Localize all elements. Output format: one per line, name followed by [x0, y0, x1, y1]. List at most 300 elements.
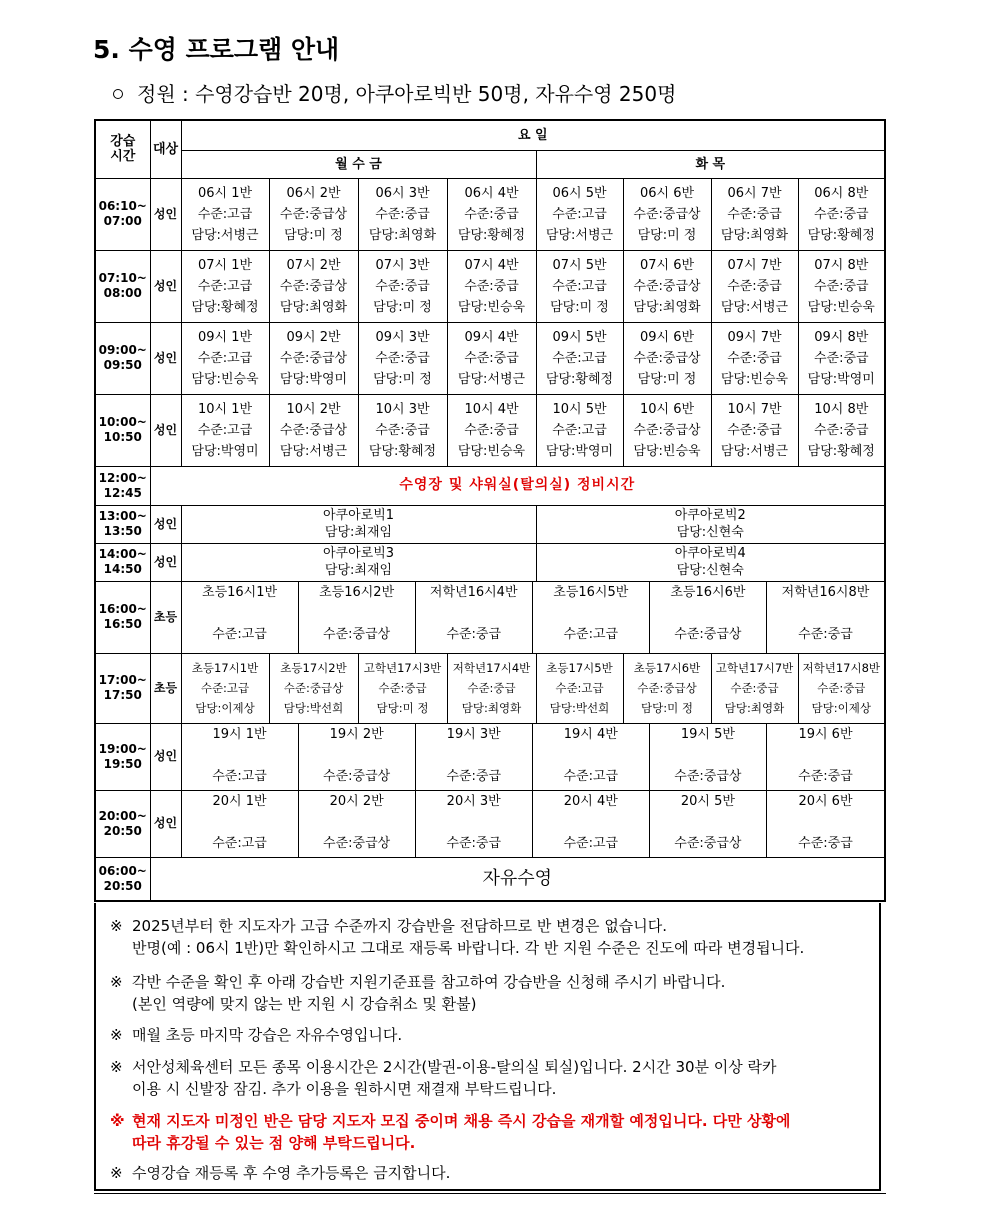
cell-line: 20시 2반 — [329, 793, 384, 809]
class-cell — [711, 250, 798, 322]
cell-line: 수준:중급 — [727, 206, 782, 222]
cell-line: 고학년17시3반 — [363, 661, 442, 675]
cell-line: 수준:중급 — [727, 350, 782, 366]
target-header: 대상 — [150, 120, 181, 178]
six-cell-grid — [182, 582, 885, 653]
class-cell — [767, 724, 884, 791]
cell-line: 담당:황혜정 — [191, 299, 259, 315]
class-cell — [181, 322, 269, 394]
cell-line: 담당:서병근 — [545, 227, 614, 243]
class-cell — [623, 250, 711, 322]
kids-17-row — [95, 653, 885, 723]
cell-line: 담당:황혜정 — [368, 443, 437, 459]
cell-line: 06:00~ — [98, 863, 147, 878]
target-cell: 성인 — [150, 543, 181, 581]
cell-line: 06시 1반 — [197, 185, 253, 201]
circle-bullet-icon — [113, 89, 123, 99]
aquarobic-cell — [536, 505, 885, 543]
class-cell — [181, 178, 269, 250]
cell-line: 20:50 — [103, 823, 142, 838]
cell-line: 06시 3반 — [375, 185, 430, 201]
time-cell — [95, 790, 150, 857]
cell-line: 아쿠아로빅4 — [674, 546, 746, 561]
class-cell — [533, 724, 650, 791]
class-cell — [711, 394, 798, 466]
cell-line: 06시 6반 — [639, 185, 695, 201]
cell-line: 12:45 — [103, 485, 142, 500]
class-cell — [181, 394, 269, 466]
cell-line: 담당:최영화 — [279, 299, 348, 315]
free-swim-row — [95, 857, 885, 901]
class-cell — [416, 724, 533, 791]
class-cell — [711, 653, 798, 723]
cell-line: 수준:고급 — [552, 350, 607, 366]
cell-line: 수준:고급 — [212, 626, 267, 642]
cell-line: 10시 6반 — [639, 401, 695, 417]
cell-line: 수준:중급 — [467, 681, 516, 695]
six-cell-container — [181, 581, 885, 653]
cell-line: 07시 3반 — [375, 257, 430, 273]
cell-line: 10시 7반 — [727, 401, 782, 417]
six-cell-grid — [182, 724, 885, 790]
cell-line: 07시 8반 — [814, 257, 869, 273]
cell-line: 수준:고급 — [197, 278, 253, 294]
cell-line: 19시 1반 — [212, 726, 267, 742]
time-cell — [95, 505, 150, 543]
cell-line: 담당:박선희 — [283, 701, 344, 715]
cell-line: 수준:중급 — [727, 422, 782, 438]
cell-line: 07시 4반 — [464, 257, 519, 273]
cell-line: 10시 5반 — [552, 401, 607, 417]
cell-line: 수준:중급 — [813, 422, 869, 438]
mon-wed-fri-header: 월 수 금 — [181, 150, 536, 178]
cell-line: 06시 4반 — [464, 185, 519, 201]
cell-line: 08:00 — [103, 286, 142, 300]
time-cell — [95, 857, 150, 901]
class-cell — [798, 250, 885, 322]
note-3: ※ 매월 초등 마지막 강습은 자유수영입니다. — [110, 1026, 403, 1044]
cell-line: 09시 3반 — [375, 329, 430, 345]
cell-line: 담당:최재임 — [324, 563, 393, 578]
target-cell: 성인 — [150, 790, 181, 857]
capacity-line — [113, 78, 676, 107]
cell-line: 수준:중급 — [730, 681, 779, 695]
cell-line: 담당:미 정 — [376, 701, 429, 715]
cell-line: 수준:중급 — [375, 422, 430, 438]
class-cell — [182, 582, 299, 654]
note-6: ※ 수영강습 재등록 후 수영 추가등록은 금지합니다. — [110, 1164, 451, 1182]
cell-line: 담당:미 정 — [641, 701, 693, 715]
class-cell — [182, 724, 299, 791]
cell-line: 09:00~ — [98, 343, 147, 357]
note-4: ※ 서안성체육센터 모든 종목 이용시간은 2시간(발권-이용-탈의실 퇴실)입니다. 2시간 30분 이상 락카 이용 시 신발장 잠김. 추가 이용을 원하시면 재결재 부탁드립니다. — [110, 1058, 777, 1098]
cell-line: 10시 3반 — [375, 401, 430, 417]
class-cell — [358, 322, 447, 394]
cell-line: 수준:중급 — [464, 350, 519, 366]
cell-line: 수준:고급 — [552, 422, 607, 438]
cell-line: 수준:중급 — [375, 206, 430, 222]
cell-line: 수준:중급상 — [323, 835, 391, 851]
cell-line: 수준:중급상 — [323, 626, 391, 642]
cell-line: 담당:황혜정 — [807, 227, 875, 243]
cell-line: 수준:중급상 — [633, 350, 701, 366]
cell-line: 06시 2반 — [286, 185, 341, 201]
cell-line: 20시 3반 — [446, 793, 501, 809]
class-cell — [299, 791, 416, 858]
six-cell-container — [181, 790, 885, 857]
cell-line: 07시 7반 — [727, 257, 782, 273]
cell-line: 담당:박영미 — [545, 443, 614, 459]
class-cell — [447, 653, 536, 723]
cell-line: 아쿠아로빅3 — [322, 546, 395, 561]
cell-line: 저학년16시8반 — [781, 584, 870, 600]
cell-line: 수준:중급 — [446, 835, 502, 851]
six-cell-grid — [182, 791, 885, 857]
cell-line: 담당:미 정 — [550, 299, 609, 315]
cell-line: 수준:고급 — [563, 626, 619, 642]
cell-line: 초등17시5반 — [546, 661, 613, 675]
time-cell — [95, 723, 150, 790]
class-cell — [269, 322, 358, 394]
aquarobic-cell — [181, 543, 536, 581]
cell-line: 수준:중급 — [813, 278, 869, 294]
cell-line: 담당:미 정 — [284, 227, 343, 243]
cell-line: 담당:미 정 — [373, 299, 432, 315]
cell-line: 수준:중급상 — [279, 422, 348, 438]
note-1: ※ 2025년부터 한 지도자가 고급 수준까지 강습반을 전담하므로 반 변경은 없습니다. 반명(예 : 06시 1반)만 확인하시고 그대로 재등록 바랍니다. 각 반 지원 수준은 진도에 따라 변경됩니다. — [110, 917, 805, 957]
cell-line: 수준:중급 — [813, 350, 869, 366]
cell-line: 초등16시6반 — [670, 584, 746, 600]
aquarobic-row — [95, 505, 885, 543]
cell-line: 16:50 — [103, 617, 142, 631]
cell-line: 담당:박선희 — [549, 701, 610, 715]
tue-thu-header: 화 목 — [536, 150, 885, 178]
maintenance-row — [95, 466, 885, 505]
cell-line: 수준:중급상 — [633, 422, 701, 438]
class-cell — [269, 178, 358, 250]
cell-line: 14:50 — [103, 562, 142, 576]
cell-line: 담당:서병근 — [720, 443, 789, 459]
kids-16-row — [95, 581, 885, 653]
cell-line: 수준:중급 — [727, 278, 782, 294]
class-cell — [181, 250, 269, 322]
free-swim-cell: 자유수영 — [150, 857, 885, 901]
cell-line: 담당:미 정 — [637, 227, 697, 243]
cell-line: 14:00~ — [98, 547, 147, 561]
cell-line: 초등17시6반 — [633, 661, 701, 675]
class-cell — [358, 394, 447, 466]
cell-line: 12:00~ — [98, 470, 147, 485]
cell-line: 수준:중급상 — [279, 350, 348, 366]
cell-line: 초등17시2반 — [280, 661, 347, 675]
cell-line: 수준:고급 — [200, 681, 250, 695]
class-cell — [416, 791, 533, 858]
cell-line: 담당:이제상 — [811, 701, 871, 715]
target-cell: 성인 — [150, 322, 181, 394]
cell-line: 수준:중급 — [446, 768, 502, 784]
schedule-table — [94, 119, 886, 902]
target-cell: 성인 — [150, 505, 181, 543]
cell-line: 수준:중급상 — [633, 206, 701, 222]
class-cell — [767, 791, 884, 858]
cell-line: 담당:박영미 — [279, 371, 348, 387]
cell-line: 담당:신현숙 — [676, 563, 744, 578]
cell-line: 수준:중급 — [813, 206, 869, 222]
cell-line: 아쿠아로빅2 — [674, 508, 746, 523]
cell-line: 수준:중급상 — [674, 835, 742, 851]
cell-line: 수준:고급 — [212, 835, 267, 851]
class-cell — [650, 724, 767, 791]
cell-line: 담당:빈승욱 — [457, 299, 526, 315]
class-cell — [798, 178, 885, 250]
cell-line: 수준:고급 — [563, 835, 619, 851]
time-cell — [95, 466, 150, 505]
cell-line: 20시 6반 — [798, 793, 853, 809]
cell-line: 수준:중급상 — [674, 768, 742, 784]
cell-line: 17:00~ — [98, 673, 147, 687]
note-5-warning: ※ 현재 지도자 미정인 반은 담당 지도자 모집 중이며 채용 즉시 강습을 재개할 예정입니다. 다만 상황에 따라 휴강될 수 있는 점 양해 부탁드립니다. — [110, 1112, 791, 1152]
cell-line: 수준:중급상 — [323, 768, 391, 784]
cell-line: 담당:빈승욱 — [457, 443, 526, 459]
target-cell: 성인 — [150, 394, 181, 466]
cell-line: 담당:박영미 — [807, 371, 875, 387]
class-cell — [299, 582, 416, 654]
target-cell: 초등 — [150, 581, 181, 653]
cell-line: 10시 4반 — [464, 401, 519, 417]
cell-line: 10시 8반 — [814, 401, 869, 417]
cell-line: 담당:신현숙 — [676, 525, 744, 540]
class-cell — [798, 653, 885, 723]
target-cell: 성인 — [150, 178, 181, 250]
class-cell — [533, 791, 650, 858]
cell-line: 10시 2반 — [286, 401, 341, 417]
cell-line: 10:50 — [103, 430, 142, 444]
cell-line: 초등17시1반 — [191, 661, 259, 675]
cell-line: 20:00~ — [98, 808, 147, 823]
class-cell — [358, 653, 447, 723]
cell-line: 19:00~ — [98, 741, 147, 756]
cell-line: 담당:빈승욱 — [191, 371, 259, 387]
cell-line: 수준:중급 — [817, 681, 866, 695]
six-cell-container — [181, 723, 885, 790]
cell-line: 07:00 — [103, 214, 142, 228]
cell-line: 저학년16시4반 — [429, 584, 518, 600]
class-cell — [299, 724, 416, 791]
cell-line: 수준:고급 — [197, 206, 253, 222]
cell-line: 06:10~ — [98, 199, 147, 213]
header-row — [95, 120, 885, 150]
cell-line: 17:50 — [103, 688, 142, 702]
cell-line: 20시 5반 — [680, 793, 735, 809]
cell-line: 담당:이제상 — [195, 701, 255, 715]
class-row — [95, 250, 885, 322]
cell-line: 13:50 — [103, 524, 142, 538]
cell-line: 아쿠아로빅1 — [322, 508, 395, 523]
cell-line: 수준:중급 — [464, 278, 519, 294]
cell-line: 07:10~ — [98, 271, 147, 285]
cell-line: 담당:최영화 — [368, 227, 437, 243]
cell-line: 09시 5반 — [552, 329, 607, 345]
class-cell — [447, 178, 536, 250]
cell-line: 19시 6반 — [798, 726, 853, 742]
aquarobic-row — [95, 543, 885, 581]
cell-line: 초등16시5반 — [553, 584, 629, 600]
class-cell — [798, 394, 885, 466]
class-cell — [447, 322, 536, 394]
class-cell — [536, 322, 623, 394]
cell-line: 수준:중급상 — [279, 206, 348, 222]
class-cell — [358, 250, 447, 322]
cell-line: 담당:서병근 — [457, 371, 526, 387]
class-cell — [536, 178, 623, 250]
cell-line: 담당:최재임 — [324, 525, 393, 540]
cell-line: 19시 4반 — [563, 726, 618, 742]
class-cell — [711, 178, 798, 250]
class-cell — [650, 582, 767, 654]
cell-line: 07시 1반 — [197, 257, 253, 273]
time-cell — [95, 543, 150, 581]
cell-line: 09시 8반 — [814, 329, 869, 345]
cell-line: 20시 4반 — [563, 793, 618, 809]
class-cell — [269, 653, 358, 723]
time-cell — [95, 653, 150, 723]
class-row-evening — [95, 790, 885, 857]
cell-line: 수준:고급 — [552, 278, 607, 294]
cell-line: 수준:중급 — [378, 681, 427, 695]
cell-line: 10시 1반 — [197, 401, 253, 417]
cell-line: 수준:중급상 — [637, 681, 697, 695]
cell-line: 담당:미 정 — [637, 371, 697, 387]
cell-line: 수준:고급 — [212, 768, 267, 784]
cell-line: 수준:중급 — [464, 206, 519, 222]
subheader-row — [95, 150, 885, 178]
cell-line: 수준:고급 — [555, 681, 604, 695]
cell-line: 담당:서병근 — [191, 227, 259, 243]
cell-line: 수준:중급상 — [674, 626, 742, 642]
target-cell: 성인 — [150, 723, 181, 790]
cell-line: 초등16시1반 — [202, 584, 278, 600]
cell-line: 담당:최영화 — [724, 701, 785, 715]
maintenance-notice: 수영장 및 샤워실(탈의실) 정비시간 — [150, 466, 885, 505]
capacity-text: 정원 : 수영강습반 20명, 아쿠아로빅반 50명, 자유수영 250명 — [137, 82, 677, 106]
class-cell — [767, 582, 884, 654]
cell-line: 담당:서병근 — [720, 299, 789, 315]
cell-line: 담당:황혜정 — [807, 443, 875, 459]
cell-line: 담당:빈승욱 — [807, 299, 875, 315]
cell-line: 20시 1반 — [212, 793, 267, 809]
cell-line: 16:00~ — [98, 602, 147, 616]
cell-line: 담당:빈승욱 — [633, 443, 701, 459]
cell-line: 고학년17시7반 — [715, 661, 794, 675]
cell-line: 수준:중급 — [446, 626, 502, 642]
cell-line: 저학년17시8반 — [802, 661, 881, 675]
class-cell — [536, 653, 623, 723]
aquarobic-cell — [181, 505, 536, 543]
cell-line: 수준:중급상 — [283, 681, 344, 695]
aquarobic-cell — [536, 543, 885, 581]
target-cell: 초등 — [150, 653, 181, 723]
note-2: ※ 각반 수준을 확인 후 아래 강습반 지원기준표를 참고하여 강습반을 신청해 주시기 바랍니다. (본인 역량에 맞지 않는 반 지원 시 강습취소 및 환불) — [110, 973, 726, 1013]
cell-line: 19시 2반 — [329, 726, 384, 742]
cell-line: 20:50 — [103, 878, 142, 893]
cell-line: 초등16시2반 — [319, 584, 395, 600]
cell-line: 수준:고급 — [197, 350, 253, 366]
cell-line: 19시 5반 — [680, 726, 735, 742]
class-cell — [447, 250, 536, 322]
class-cell — [182, 791, 299, 858]
cell-line: 수준:중급 — [464, 422, 519, 438]
cell-line: 수준:중급 — [375, 278, 430, 294]
cell-line: 13:00~ — [98, 509, 147, 523]
class-cell — [358, 178, 447, 250]
cell-line: 저학년17시4반 — [452, 661, 531, 675]
cell-line: 수준:고급 — [563, 768, 619, 784]
class-cell — [181, 653, 269, 723]
class-cell — [650, 791, 767, 858]
class-cell — [623, 322, 711, 394]
cell-line: 수준:중급상 — [279, 278, 348, 294]
cell-line: 담당:황혜정 — [457, 227, 526, 243]
cell-line: 담당:서병근 — [279, 443, 348, 459]
class-cell — [798, 322, 885, 394]
class-cell — [533, 582, 650, 654]
target-cell: 성인 — [150, 250, 181, 322]
class-cell — [536, 394, 623, 466]
cell-line: 07시 6반 — [639, 257, 695, 273]
cell-line: 19시 3반 — [446, 726, 501, 742]
time-header: 강습 시간 — [95, 120, 150, 178]
class-cell — [711, 322, 798, 394]
cell-line: 09시 7반 — [727, 329, 782, 345]
cell-line: 06시 7반 — [727, 185, 782, 201]
time-cell — [95, 322, 150, 394]
cell-line: 09시 1반 — [197, 329, 253, 345]
cell-line: 09시 6반 — [639, 329, 695, 345]
cell-line: 07시 2반 — [286, 257, 341, 273]
cell-line: 담당:최영화 — [461, 701, 522, 715]
class-row — [95, 322, 885, 394]
days-header: 요 일 — [181, 120, 885, 150]
cell-line: 담당:최영화 — [633, 299, 701, 315]
cell-line: 수준:고급 — [552, 206, 607, 222]
cell-line: 09:50 — [103, 358, 142, 372]
class-row — [95, 178, 885, 250]
cell-line: 담당:박영미 — [191, 443, 259, 459]
cell-line: 담당:황혜정 — [545, 371, 614, 387]
class-cell — [623, 178, 711, 250]
cell-line: 담당:최영화 — [720, 227, 789, 243]
time-cell — [95, 250, 150, 322]
class-cell — [269, 394, 358, 466]
cell-line: 수준:중급 — [798, 835, 853, 851]
cell-line: 담당:빈승욱 — [720, 371, 789, 387]
bottom-rule — [94, 1193, 886, 1194]
cell-line: 담당:미 정 — [373, 371, 432, 387]
cell-line: 수준:중급 — [798, 626, 853, 642]
cell-line: 수준:중급 — [798, 768, 853, 784]
cell-line: 수준:중급상 — [633, 278, 701, 294]
time-cell — [95, 581, 150, 653]
cell-line: 수준:고급 — [197, 422, 253, 438]
cell-line: 수준:중급 — [375, 350, 430, 366]
class-cell — [416, 582, 533, 654]
class-row — [95, 394, 885, 466]
page-heading: 5. 수영 프로그램 안내 — [93, 35, 340, 64]
class-cell — [269, 250, 358, 322]
class-cell — [623, 653, 711, 723]
class-cell — [623, 394, 711, 466]
time-cell — [95, 178, 150, 250]
